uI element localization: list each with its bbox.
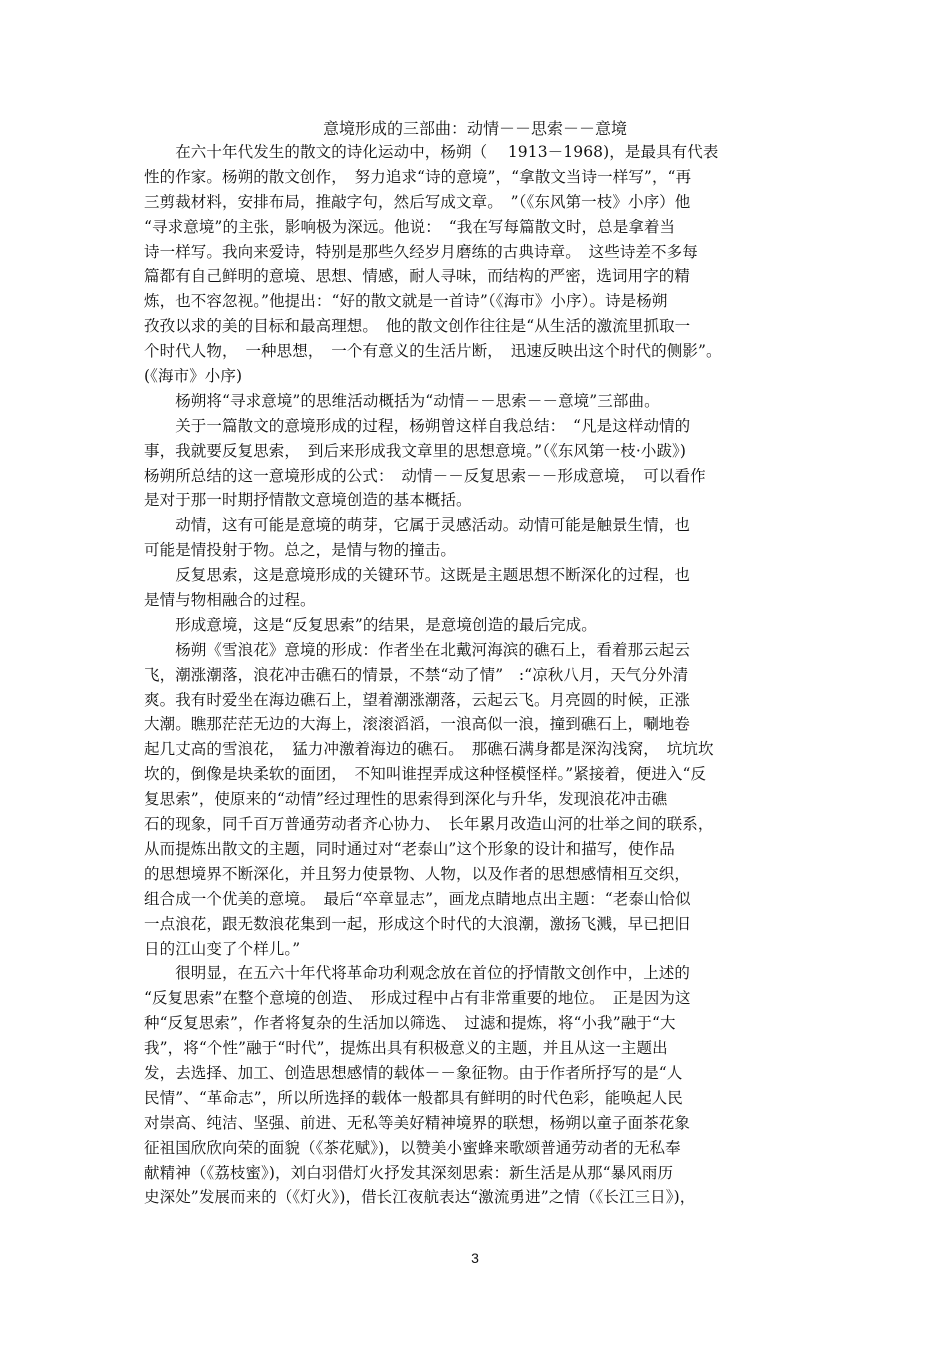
text-line: 对崇高、纯洁、坚强、前进、无私等美好精神境界的联想，杨朔以童子面茶花象 — [144, 1113, 691, 1132]
text-line: 可能是情投射于物。总之，是情与物的撞击。 — [144, 541, 457, 560]
page-number: 3 — [471, 1250, 479, 1266]
text-line: 爽。我有时爱坐在海边礁石上，望着潮涨潮落，云起云飞。月亮圆的时候，正涨 — [144, 690, 691, 709]
text-line: 献精神（《荔枝蜜》)，刘白羽借灯火抒发其深刻思索：新生活是从那“暴风雨历 — [144, 1163, 674, 1182]
text-line: 从而提炼出散文的主题，同时通过对“老泰山”这个形象的设计和描写，使作品 — [144, 839, 675, 858]
text-line: 发，去选择、加工、创造思想感情的载体－－象征物。由于作者所抒写的是“人 — [144, 1063, 683, 1082]
paragraph — [144, 613, 809, 638]
text-line: 是情与物相融合的过程。 — [144, 591, 316, 610]
text-line: “寻求意境”的主张，影响极为深远。他说： “我在写每篇散文时，总是拿着当 — [144, 217, 676, 236]
text-line: 在六十年代发生的散文的诗化运动中，杨朔（ 1913－1968)，是最具有代表 — [144, 143, 719, 161]
text-line: 杨朔所总结的这一意境形成的公式： 动情－－反复思索－－形成意境， 可以看作 — [144, 466, 706, 485]
paragraph — [144, 414, 809, 514]
text-line: 史深处”发展而来的（《灯火》)，借长江夜航表达“激流勇进”之情（《长江三日》)， — [144, 1188, 696, 1207]
paragraph — [144, 563, 809, 613]
text-line: 诗一样写。我向来爱诗，特别是那些久经岁月磨练的古典诗章。 这些诗差不多每 — [144, 242, 698, 261]
text-line: 关于一篇散文的意境形成的过程，杨朔曾这样自我总结： “凡是这样动情的 — [144, 416, 691, 435]
paragraph — [144, 961, 809, 1210]
paragraph — [144, 638, 809, 962]
text-line: 杨朔将“寻求意境”的思维活动概括为“动情－－思索－－意境”三部曲。 — [144, 391, 660, 410]
text-line: 很明显，在五六十年代将革命功利观念放在首位的抒情散文创作中，上述的 — [144, 964, 691, 983]
text-line: 篇都有自己鲜明的意境、思想、情感，耐人寻味，而结构的严密，选词用字的精 — [144, 267, 691, 286]
text-line: 孜孜以求的美的目标和最高理想。 他的散文创作往往是“从生活的激流里抓取一 — [144, 317, 691, 336]
text-line: 杨朔《雪浪花》意境的形成：作者坐在北戴河海滨的礁石上，看着那云起云 — [144, 640, 691, 659]
paragraph — [144, 389, 809, 414]
text-line: 飞，潮涨潮落，浪花冲击礁石的情景，不禁“动了情” :“凉秋八月，天气分外清 — [144, 665, 689, 684]
text-line: 三剪裁材料，安排布局，推敲字句，然后写成文章。 ”（《东风第一枝》小序）他 — [144, 192, 691, 211]
text-line: 组合成一个优美的意境。 最后“卒章显志”，画龙点睛地点出主题：“老泰山恰似 — [144, 889, 691, 908]
paragraph — [144, 140, 809, 389]
text-line: “反复思索”在整个意境的创造、 形成过程中占有非常重要的地位。 正是因为这 — [144, 989, 691, 1008]
text-line: 我”，将“个性”融于“时代”，提炼出具有积极意义的主题，并且从这一主题出 — [144, 1039, 668, 1058]
text-line: 种“反复思索”，作者将复杂的生活加以筛选、 过滤和提炼，将“小我”融于“大 — [144, 1014, 676, 1033]
text-line: 个时代人物， 一种思想， 一个有意义的生活片断， 迅速反映出这个时代的侧影”。 — [144, 342, 722, 361]
text-line: 民情”、“革命志”，所以所选择的载体一般都具有鲜明的时代色彩，能唤起人民 — [144, 1088, 683, 1107]
text-line: (《海市》小序) — [144, 367, 243, 386]
text-line: 一点浪花，跟无数浪花集到一起，形成这个时代的大浪潮，激扬飞溅，早已把旧 — [144, 914, 691, 933]
text-line: 性的作家。杨朔的散文创作， 努力追求“诗的意境”，“拿散文当诗一样写”，“再 — [144, 167, 692, 186]
text-line: 炼，也不容忽视。”他提出：“好的散文就是一首诗”（《海市》小序）。诗是杨朔 — [144, 292, 668, 311]
article-body — [144, 140, 809, 1210]
text-line: 大潮。瞧那茫茫无边的大海上，滚滚滔滔，一浪高似一浪，撞到礁石上，唰地卷 — [144, 715, 691, 734]
text-line: 征祖国欣欣向荣的面貌（《茶花赋》)，以赞美小蜜蜂来歌颂普通劳动者的无私奉 — [144, 1138, 681, 1157]
text-line: 动情，这有可能是意境的萌芽，它属于灵感活动。动情可能是触景生情，也 — [144, 516, 691, 535]
text-line: 事，我就要反复思索， 到后来形成我文章里的思想意境。”（《东风第一枝·小跋》) — [144, 441, 687, 460]
text-line: 复思索”，使原来的“动情”经过理性的思索得到深化与升华，发现浪花冲击礁 — [144, 790, 668, 809]
text-line: 石的现象，同千百万普通劳动者齐心协力、 长年累月改造山河的壮举之间的联系， — [144, 815, 714, 834]
text-line: 反复思索，这是意境形成的关键环节。这既是主题思想不断深化的过程，也 — [144, 566, 691, 585]
text-line: 坎的，倒像是块柔软的面团， 不知叫谁捏弄成这种怪模怪样。”紧接着，便进入“反 — [144, 765, 707, 784]
text-line: 形成意境，这是“反复思索”的结果，是意境创造的最后完成。 — [144, 615, 597, 634]
text-line: 起几丈高的雪浪花， 猛力冲激着海边的礁石。 那礁石满身都是深沟浅窝， 坑坑坎 — [144, 740, 714, 759]
text-line: 是对于那一时期抒情散文意境创造的基本概括。 — [144, 491, 472, 510]
text-line: 的思想境界不断深化，并且努力使景物、人物，以及作者的思想感情相互交织， — [144, 864, 691, 883]
article-title: 意境形成的三部曲：动情－－思索－－意境 — [322, 119, 627, 138]
paragraph — [144, 513, 809, 563]
text-line: 日的江山变了个样儿。” — [144, 939, 301, 958]
